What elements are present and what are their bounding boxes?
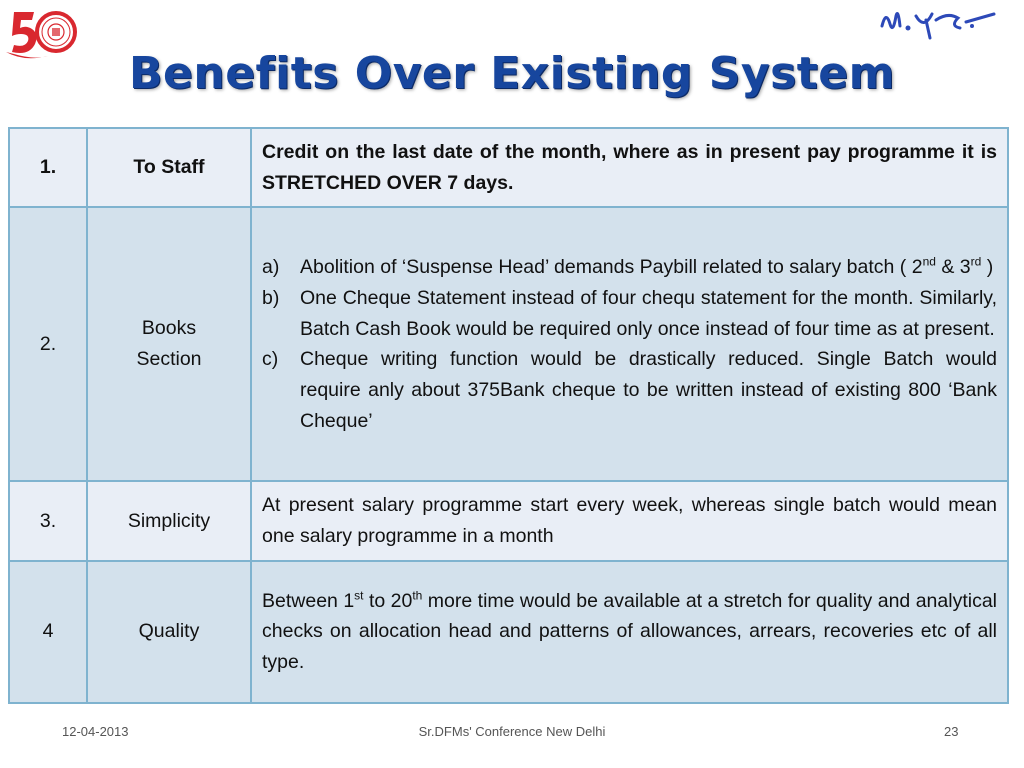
superscript: th	[412, 588, 423, 603]
benefits-table	[8, 127, 1009, 704]
benefit-list	[262, 252, 997, 436]
row-category-line: Books	[141, 317, 197, 340]
row-description: Credit on the last date of the month, where as in present pay programme it is STRETCHED OVER 7 days.	[251, 128, 1008, 207]
row-category-line: Section	[136, 348, 202, 371]
row-description: At present salary programme start every week, whereas single batch would mean one salary programme in a month	[251, 481, 1008, 560]
row-category: Quality	[87, 561, 251, 703]
list-marker: c)	[262, 348, 279, 371]
desc-text: Between 1	[262, 589, 355, 612]
row-number: 1.	[9, 128, 87, 207]
list-marker: a)	[262, 256, 280, 279]
footer-date: 12-04-2013	[62, 724, 129, 739]
superscript: rd	[970, 254, 982, 269]
footer-center-text: Sr.DFMs' Conference New Delhi	[418, 724, 606, 739]
list-text: )	[981, 256, 994, 279]
row-number: 3.	[9, 481, 87, 560]
row-category: To Staff	[87, 128, 251, 207]
table-row	[9, 481, 1008, 560]
superscript: nd	[922, 254, 936, 269]
table-row	[9, 207, 1008, 481]
table-row	[9, 561, 1008, 703]
list-marker: b)	[262, 287, 280, 309]
list-text: One Cheque Statement instead of four chequ statement for the month. Similarly, Batch Cash Book would be required only once instead of four time as at present.	[300, 287, 997, 340]
row-description	[251, 207, 1008, 481]
list-item	[262, 252, 997, 283]
page-number: 23	[944, 724, 959, 739]
list-text: Cheque writing function would be drastically reduced. Single Batch would require anly about 375Bank cheque to be written instead of existing 800 ‘Bank Cheque’	[300, 348, 997, 432]
superscript: st	[354, 588, 364, 603]
list-text: & 3	[935, 256, 971, 279]
row-category: Simplicity	[87, 481, 251, 560]
desc-text: to 20	[363, 589, 413, 612]
row-number: 4	[9, 561, 87, 703]
slide-title: Benefits Over Existing System	[128, 48, 895, 99]
desc-text: more time would be available at a stretch for quality and analytical checks on allocation head and patterns of allowances, arrears, recoveries etc of all type.	[262, 589, 997, 674]
list-item	[262, 344, 997, 436]
table-row	[9, 128, 1008, 207]
list-item	[262, 283, 997, 344]
list-text: Abolition of ‘Suspense Head’ demands Paybill related to salary batch ( 2	[300, 256, 923, 279]
row-category	[87, 207, 251, 481]
row-number: 2.	[9, 207, 87, 481]
signature-image	[876, 4, 1000, 44]
row-description	[251, 561, 1008, 703]
